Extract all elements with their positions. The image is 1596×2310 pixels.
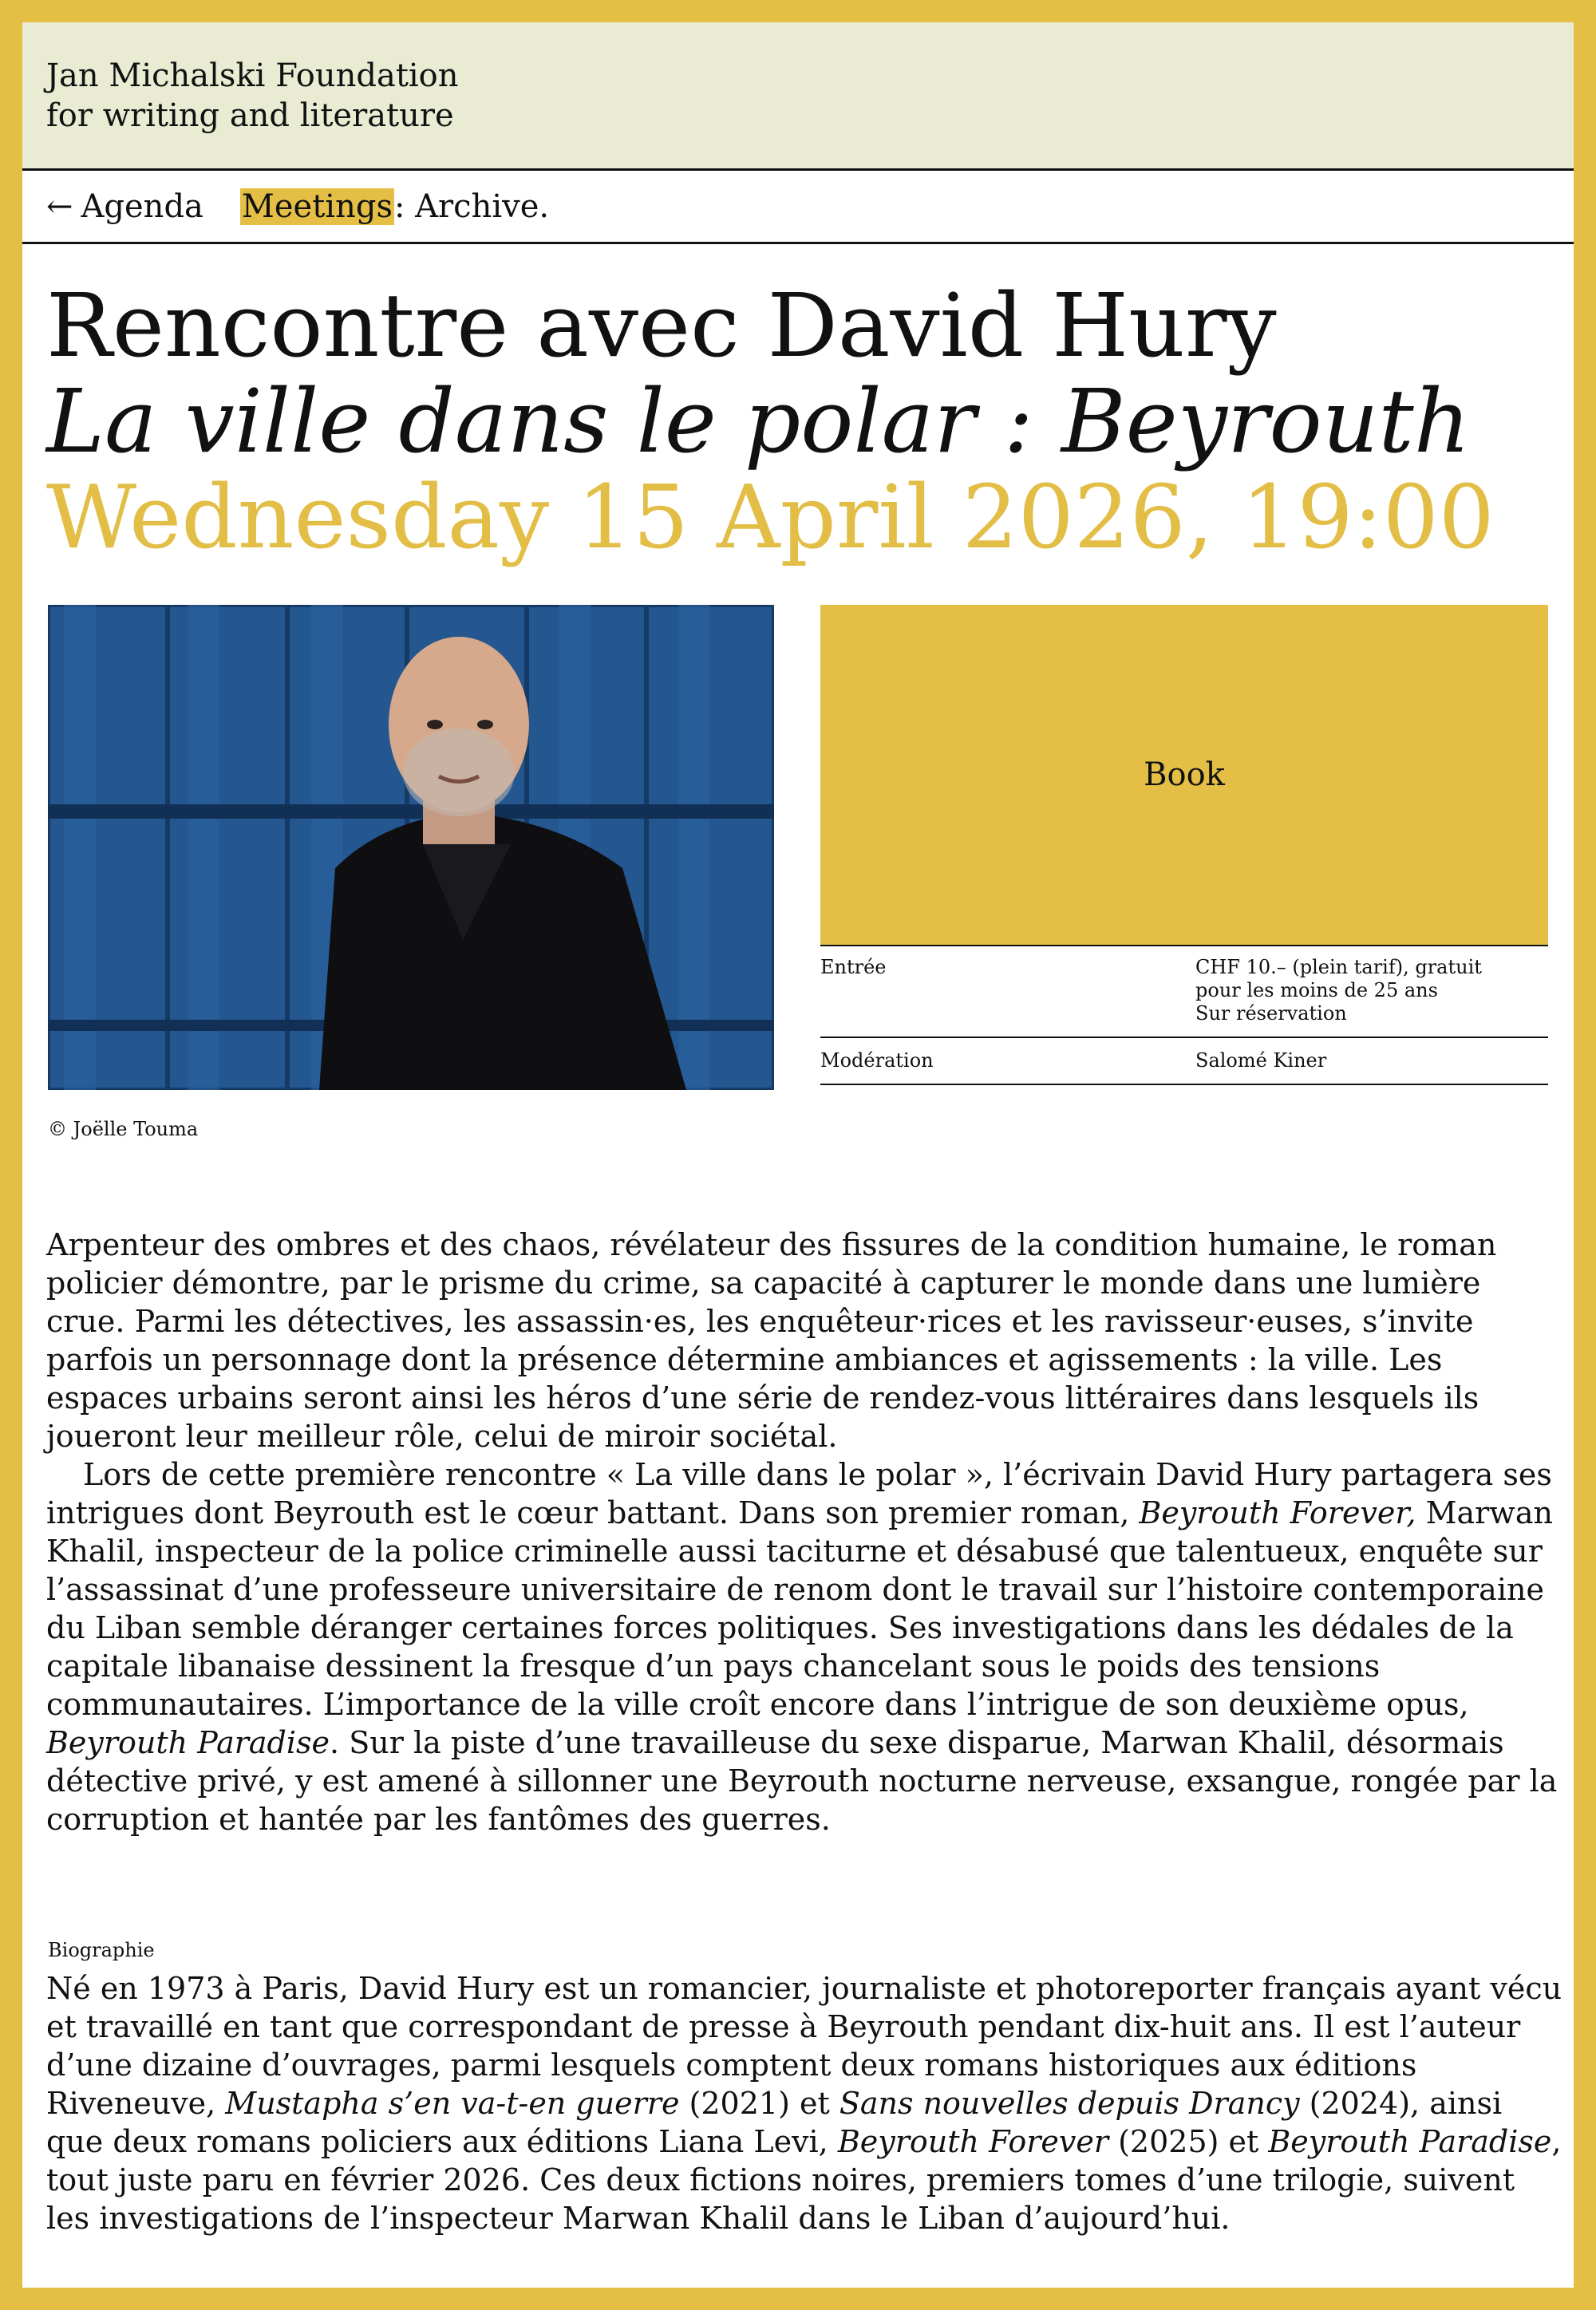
text-span: (2021) et <box>679 2086 839 2121</box>
meetings-link[interactable]: Meetings <box>241 188 393 225</box>
text-span: . Sur la piste d’une travailleuse du sexe disparue, Marwan Khalil, désormais détective privé, y est amené à sillonner une Beyrouth nocturne nerveuse, exsangue, rongée par la corruption et hantée par les fantômes des guerres. <box>46 1725 1558 1837</box>
event-date: Wednesday 15 April 2026, 19:00 <box>46 466 1495 568</box>
info-row-moderation <box>820 1037 1548 1085</box>
book-title: Beyrouth Forever <box>837 2124 1109 2159</box>
event-info-table <box>820 945 1548 1085</box>
book-button[interactable]: Book <box>820 605 1548 945</box>
text-span: Lors de cette première rencontre « La ville dans le polar », l’écrivain David Hury partagera ses intrigues dont Beyrouth est le cœur battant. Dans son premier roman, <box>46 1457 1552 1530</box>
back-to-agenda-link[interactable] <box>46 188 203 225</box>
book-title: Sans nouvelles depuis Drancy <box>839 2086 1300 2121</box>
text-span: Marwan Khalil, inspecteur de la police criminelle aussi taciturne et désabusé que talentueux, enquête sur l’assassinat d’une professeure universitaire de renom dont le travail sur l’histoire contemporaine du Liban semble déranger certaines forces politiques. Ses investigations dans les dédales de la capitale libanaise dessinent la fresque d’un pays chancelant sous le poids des tensions communautaires. L’importance de la ville croît encore dans l’intrigue de son deuxième opus, <box>46 1495 1553 1722</box>
biography-label: Biographie <box>48 1939 155 1961</box>
site-logo-line-1[interactable]: Jan Michalski Foundation <box>46 57 459 94</box>
text-span: , tout juste paru en février 2026. Ces deux fictions noires, premiers tomes d’une trilogie, suivent les investigations de l’inspecteur Marwan Khalil dans le Liban d’aujourd’hui. <box>46 2124 1562 2236</box>
page-frame <box>22 22 1574 2288</box>
book-title: Mustapha s’en va-t-en guerre <box>225 2086 680 2121</box>
author-portrait-image <box>48 605 774 1090</box>
entry-value-line: CHF 10.– (plein tarif), gratuit <box>1195 956 1482 978</box>
entry-label: Entrée <box>820 956 887 978</box>
entry-value <box>1195 956 1539 1025</box>
event-subtitle: La ville dans le polar : Beyrouth <box>46 370 1471 472</box>
book-title: Beyrouth Paradise <box>46 1725 330 1760</box>
photo-credit: © Joëlle Touma <box>48 1118 199 1140</box>
back-link-label: Agenda <box>81 188 203 225</box>
description-paragraph: Arpenteur des ombres et des chaos, révélateur des fissures de la condition humaine, le roman policier démontre, par le prisme du crime, sa capacité à capturer le monde dans une lumière crue. Parmi les détectives, les assassin·es, les enquêteur·rices et les ravisseur·euses, s’invite parfois un personnage dont la présence détermine ambiances et agissements : la ville. Les espaces urbains seront ainsi les héros d’une série de rendez-vous littéraires dans lesquels ils joueront leur meilleur rôle, celui de miroir sociétal. <box>46 1227 1497 1454</box>
text-span: (2025) et <box>1108 2124 1269 2159</box>
site-header <box>22 22 1574 171</box>
event-description <box>46 1226 1562 1838</box>
text-span: (2024), ainsi que deux romans policiers aux éditions Liana Levi, <box>46 2086 1503 2159</box>
entry-value-line: pour les moins de 25 ans <box>1195 979 1438 1001</box>
event-title: Rencontre avec David Hury <box>46 274 1277 377</box>
book-title: Beyrouth Forever, <box>1139 1495 1416 1530</box>
text-span: Né en 1973 à Paris, David Hury est un romancier, journaliste et photoreporter français ayant vécu et travaillé en tant que correspondant de presse à Beyrouth pendant dix-huit ans. Il est l’auteur d’une dizaine d’ouvrages, parmi lesquels comptent deux romans historiques aux éditions Riveneuve, <box>46 1971 1562 2121</box>
breadcrumb <box>22 171 1574 244</box>
moderation-value: Salomé Kiner <box>1195 1049 1327 1072</box>
moderation-label: Modération <box>820 1049 934 1072</box>
description-paragraph <box>46 1455 1562 1838</box>
info-row-entry <box>820 945 1548 1037</box>
biography-text <box>46 1969 1562 2237</box>
arrow-left-icon: ← <box>46 188 73 225</box>
site-logo-line-2[interactable]: for writing and literature <box>46 97 454 134</box>
archive-label: : Archive. <box>393 188 550 225</box>
book-title: Beyrouth Paradise <box>1268 2124 1552 2159</box>
section-crumbs <box>240 188 549 225</box>
entry-value-line: Sur réservation <box>1195 1002 1347 1025</box>
author-photo <box>48 605 774 1090</box>
